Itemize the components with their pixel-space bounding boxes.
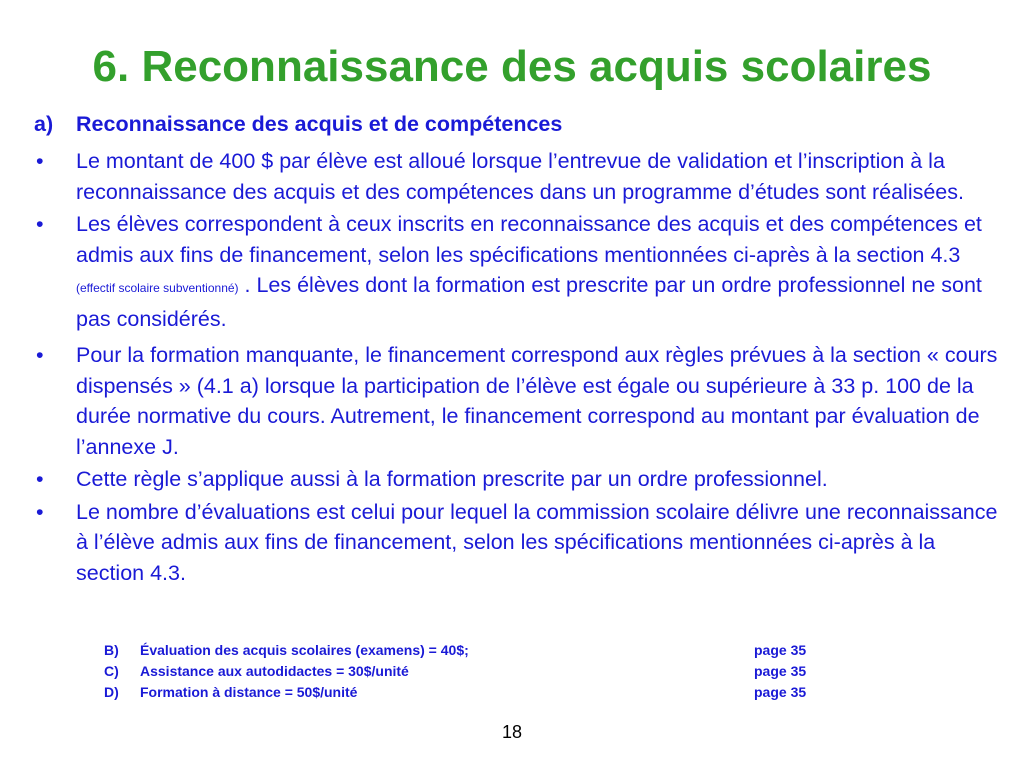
bullet-text: Cette règle s’applique aussi à la formation prescrite par un ordre professionnel. xyxy=(76,467,828,491)
subheading-text: Reconnaissance des acquis et de compétences xyxy=(76,112,563,136)
bullet-item xyxy=(34,464,1000,495)
sub-item-label: D) xyxy=(104,684,119,700)
sub-item-label: C) xyxy=(104,663,119,679)
bullet-list xyxy=(34,146,1000,590)
bullet-symbol: • xyxy=(36,149,44,173)
bullet-symbol: • xyxy=(36,499,44,524)
slide-title: 6. Reconnaissance des acquis scolaires xyxy=(92,42,932,91)
bullet-item xyxy=(34,146,1000,207)
sub-item xyxy=(104,640,824,661)
sub-item-page-ref: page 35 xyxy=(754,642,807,658)
bullet-item xyxy=(34,209,1000,334)
bullet-text: Le nombre d’évaluations est celui pour lequel la commission scolaire délivre une reconnaissance à l’élève admis aux fins de financement, selon les spécifications mentionnées ci-après à la section 4.3. xyxy=(76,499,998,585)
sub-item-text: Formation à distance = 50$/unité xyxy=(140,684,358,700)
sub-item-page-ref: page 35 xyxy=(754,663,807,679)
sub-item-text: Évaluation des acquis scolaires (examens) = 40$; xyxy=(140,642,469,658)
sub-item-text: Assistance aux autodidactes = 30$/unité xyxy=(140,663,409,679)
bullet-symbol: • xyxy=(36,212,44,236)
bullet-symbol: • xyxy=(36,343,44,367)
subheading xyxy=(34,110,994,138)
page-number: 18 xyxy=(501,722,523,742)
bullet-item xyxy=(34,340,1000,462)
bullet-text-continued: . Les élèves dont la formation est prescrite par un ordre professionnel ne sont pas considérés. xyxy=(76,273,982,331)
sub-item-page-ref: page 35 xyxy=(754,684,807,700)
bullet-small-note: (effectif scolaire subventionné) xyxy=(76,281,239,295)
bullet-item xyxy=(34,497,1000,589)
bullet-text: Le montant de 400 $ par élève est alloué lorsque l’entrevue de validation et l’inscription à la reconnaissance des acquis et des compétences dans un programme d’études sont réalisées. xyxy=(76,149,964,204)
sub-item-list xyxy=(104,640,824,703)
sub-item-label: B) xyxy=(104,642,119,658)
bullet-text: Les élèves correspondent à ceux inscrits en reconnaissance des acquis et des compétences et admis aux fins de financement, selon les spécifications mentionnées ci-après à la section 4.3 xyxy=(76,212,982,267)
sub-item xyxy=(104,682,824,703)
subheading-marker: a) xyxy=(34,112,54,136)
bullet-symbol: • xyxy=(36,467,44,491)
bullet-text: Pour la formation manquante, le financement correspond aux règles prévues à la section « cours dispensés » (4.1 a) lorsque la participation de l’élève est égale ou supérieure à 33 p. 100 de la durée normative du cours. Autrement, le financement correspond au montant par évaluation de l’annexe J. xyxy=(76,343,998,459)
sub-item xyxy=(104,661,824,682)
